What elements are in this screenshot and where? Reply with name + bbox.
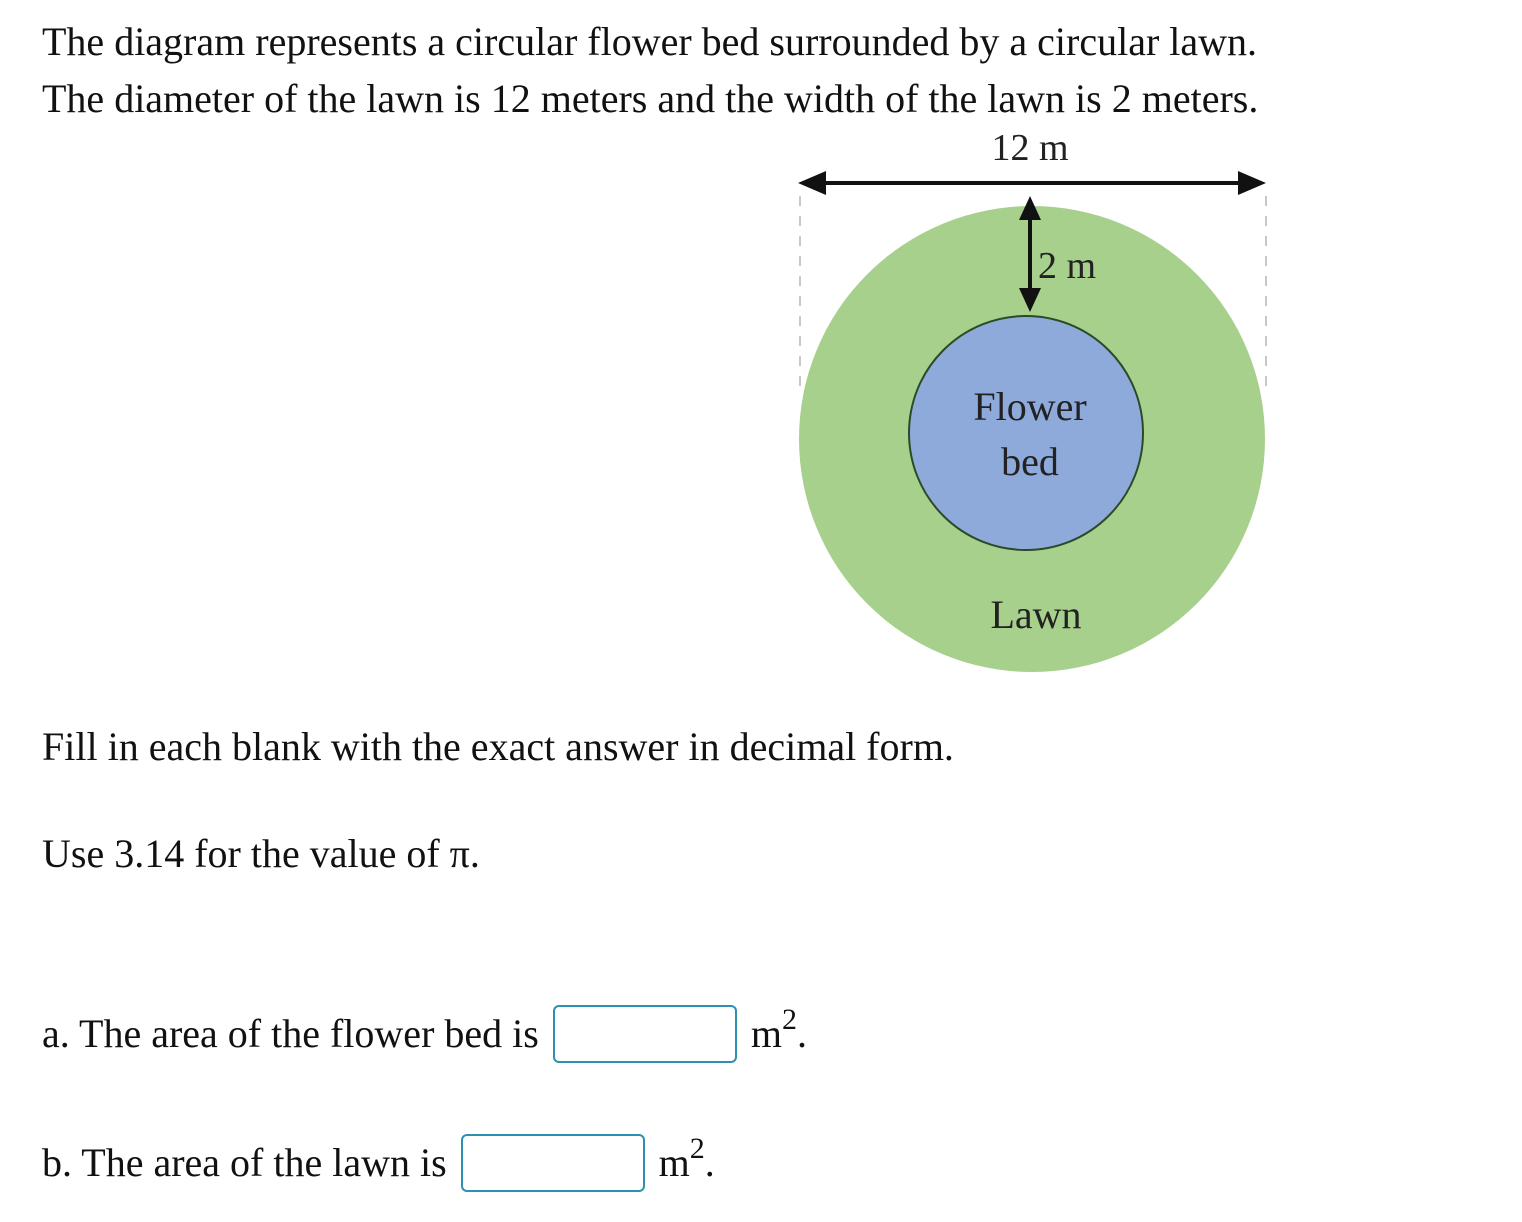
question-b-period: . bbox=[704, 1140, 715, 1185]
flower-bed-label-line-2: bed bbox=[1001, 439, 1059, 484]
flower-bed-circle bbox=[909, 316, 1143, 550]
question-b-unit bbox=[659, 1133, 715, 1193]
question-a bbox=[42, 1004, 807, 1064]
lawn-label: Lawn bbox=[990, 592, 1082, 637]
lawn-area-input[interactable] bbox=[461, 1134, 645, 1192]
question-a-unit-exponent: 2 bbox=[781, 1003, 797, 1036]
question-a-prompt: a. The area of the flower bed is bbox=[42, 1011, 539, 1056]
diameter-arrow-left-head bbox=[798, 171, 826, 195]
diameter-label: 12 m bbox=[991, 127, 1069, 169]
flower-bed-label-line-1: Flower bbox=[973, 384, 1087, 429]
question-b bbox=[42, 1133, 715, 1193]
question-a-unit bbox=[751, 1004, 807, 1064]
problem-text-line-2: The diameter of the lawn is 12 meters and the width of the lawn is 2 meters. bbox=[42, 76, 1259, 121]
question-b-unit-exponent: 2 bbox=[689, 1132, 705, 1165]
question-b-unit-base: m bbox=[658, 1140, 690, 1185]
question-a-period: . bbox=[796, 1011, 807, 1056]
diameter-arrow-right-head bbox=[1238, 171, 1266, 195]
instruction-text: Fill in each blank with the exact answer in decimal form. bbox=[42, 724, 954, 769]
pi-note: Use 3.14 for the value of π. bbox=[42, 831, 480, 876]
problem-text-line-1: The diagram represents a circular flower bed surrounded by a circular lawn. bbox=[42, 19, 1258, 64]
question-a-unit-base: m bbox=[750, 1011, 782, 1056]
width-label: 2 m bbox=[1038, 245, 1097, 287]
flower-bed-area-input[interactable] bbox=[553, 1005, 737, 1063]
question-b-prompt: b. The area of the lawn is bbox=[42, 1140, 447, 1185]
